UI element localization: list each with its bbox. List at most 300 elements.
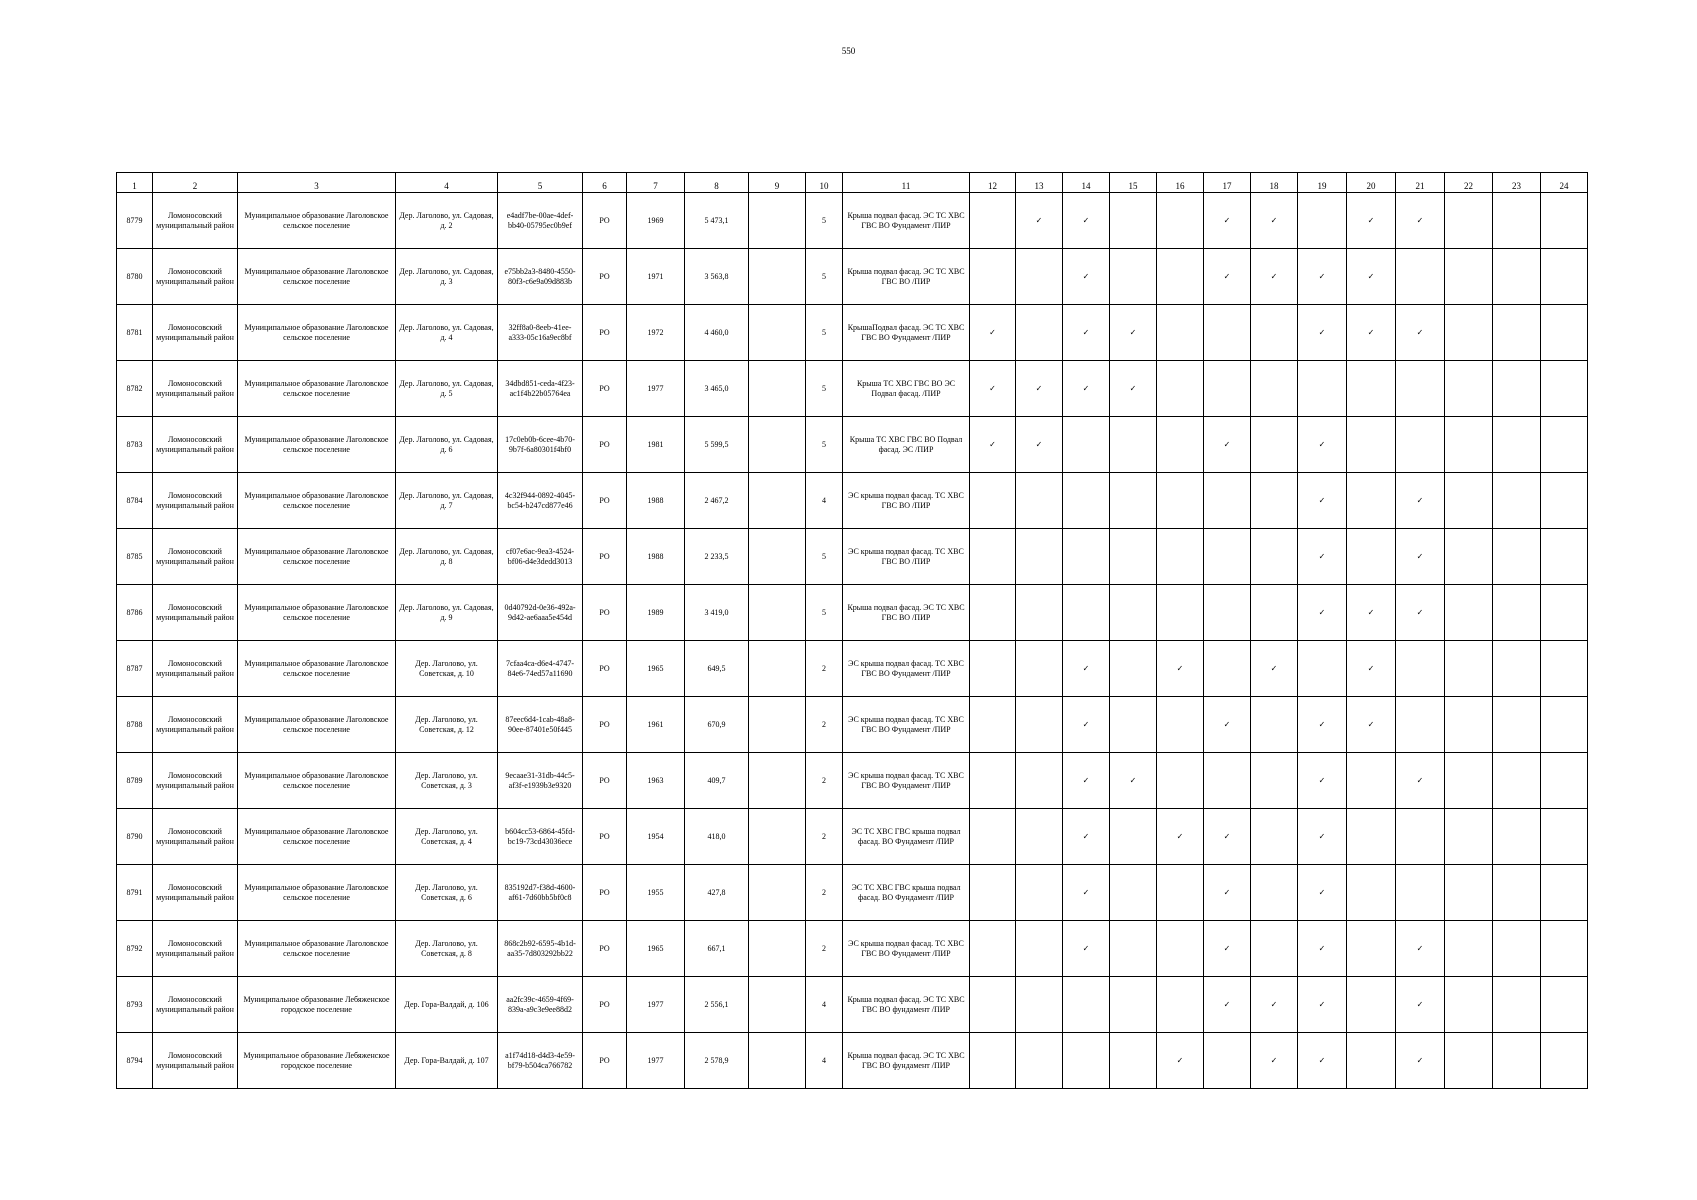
checkmark-icon: ✓ [1082,215,1090,225]
floors-cell: 5 [806,529,843,585]
work-column-12-cell [970,641,1016,697]
house-guid-cell: a1f74d18-d4d3-4e59-bf79-b504ca766782 [498,1033,583,1089]
work-column-22-cell [1445,697,1493,753]
work-column-19-cell [1298,977,1347,1033]
works-list-cell: ЭС крыша подвал фасад. ТС ХВС ГВС ВО /ПИР [843,529,970,585]
work-column-14-cell [1063,809,1110,865]
checkmark-icon: ✓ [1223,831,1231,841]
house-guid-cell: 32ff8a0-8eeb-41ee-a333-05c16a9ec8bf [498,305,583,361]
work-column-16-cell [1157,753,1204,809]
district-cell: Ломоносовский муниципальный район [153,697,238,753]
checkmark-icon: ✓ [1082,663,1090,673]
work-column-17-cell [1204,305,1251,361]
district-cell: Ломоносовский муниципальный район [153,249,238,305]
work-column-12-cell [970,753,1016,809]
checkmark-icon: ✓ [1416,999,1424,1009]
works-list-cell: Крыша подвал фасад. ЭС ТС ХВС ГВС ВО /ПИР [843,585,970,641]
checkmark-icon: ✓ [1129,383,1137,393]
work-column-23-cell [1493,697,1541,753]
work-column-12-cell [970,305,1016,361]
municipality-cell: Муниципальное образование Лаголовское сельское поселение [238,865,396,921]
housing-register-table [116,172,1588,1089]
checkmark-icon: ✓ [1318,495,1326,505]
column-9-cell [749,697,806,753]
area-cell: 409,7 [685,753,749,809]
fund-type-cell: РО [583,753,627,809]
area-cell: 4 460,0 [685,305,749,361]
work-column-20-cell [1347,753,1396,809]
area-cell: 3 465,0 [685,361,749,417]
fund-type-cell: РО [583,641,627,697]
fund-type-cell: РО [583,249,627,305]
work-column-24-cell [1541,865,1588,921]
checkmark-icon: ✓ [1318,999,1326,1009]
work-column-13-cell [1016,529,1063,585]
work-column-18-cell [1251,529,1298,585]
work-column-22-cell [1445,193,1493,249]
row-number-cell: 8794 [117,1033,153,1089]
column-number-header: 19 [1298,173,1347,193]
column-number-header: 10 [806,173,843,193]
checkmark-icon: ✓ [1367,663,1375,673]
fund-type-cell: РО [583,417,627,473]
area-cell: 5 599,5 [685,417,749,473]
work-column-14-cell [1063,473,1110,529]
column-number-header: 21 [1396,173,1445,193]
work-column-12-cell [970,865,1016,921]
checkmark-icon: ✓ [1367,215,1375,225]
work-column-14-cell [1063,585,1110,641]
build-year-cell: 1988 [627,473,685,529]
work-column-14-cell [1063,417,1110,473]
work-column-22-cell [1445,921,1493,977]
work-column-20-cell [1347,921,1396,977]
work-column-24-cell [1541,753,1588,809]
checkmark-icon: ✓ [1318,439,1326,449]
municipality-cell: Муниципальное образование Лаголовское сельское поселение [238,473,396,529]
work-column-16-cell [1157,1033,1204,1089]
address-cell: Дер. Лаголово, ул. Садовая, д. 4 [396,305,498,361]
checkmark-icon: ✓ [1176,831,1184,841]
work-column-14-cell [1063,641,1110,697]
house-guid-cell: e75bb2a3-8480-4550-80f3-c6e9a09d883b [498,249,583,305]
work-column-20-cell [1347,641,1396,697]
checkmark-icon: ✓ [1223,943,1231,953]
work-column-22-cell [1445,977,1493,1033]
floors-cell: 4 [806,1033,843,1089]
floors-cell: 5 [806,585,843,641]
address-cell: Дер. Лаголово, ул. Садовая, д. 2 [396,193,498,249]
checkmark-icon: ✓ [1223,999,1231,1009]
checkmark-icon: ✓ [1176,1055,1184,1065]
column-number-header: 18 [1251,173,1298,193]
checkmark-icon: ✓ [1035,215,1043,225]
work-column-22-cell [1445,585,1493,641]
checkmark-icon: ✓ [1035,383,1043,393]
work-column-18-cell [1251,305,1298,361]
checkmark-icon: ✓ [1270,215,1278,225]
work-column-24-cell [1541,1033,1588,1089]
work-column-24-cell [1541,193,1588,249]
checkmark-icon: ✓ [1318,943,1326,953]
floors-cell: 5 [806,305,843,361]
column-9-cell [749,1033,806,1089]
work-column-17-cell [1204,361,1251,417]
table-row [117,977,1588,1033]
floors-cell: 2 [806,865,843,921]
fund-type-cell: РО [583,921,627,977]
work-column-23-cell [1493,585,1541,641]
work-column-20-cell [1347,585,1396,641]
work-column-12-cell [970,249,1016,305]
area-cell: 2 467,2 [685,473,749,529]
floors-cell: 5 [806,249,843,305]
table-row [117,417,1588,473]
address-cell: Дер. Гора-Валдай, д. 106 [396,977,498,1033]
checkmark-icon: ✓ [1270,1055,1278,1065]
table-row [117,865,1588,921]
row-number-cell: 8780 [117,249,153,305]
checkmark-icon: ✓ [1416,327,1424,337]
column-number-header: 2 [153,173,238,193]
work-column-13-cell [1016,361,1063,417]
address-cell: Дер. Лаголово, ул. Садовая, д. 9 [396,585,498,641]
work-column-16-cell [1157,249,1204,305]
checkmark-icon: ✓ [1416,607,1424,617]
checkmark-icon: ✓ [1367,327,1375,337]
work-column-15-cell [1110,753,1157,809]
checkmark-icon: ✓ [1035,439,1043,449]
work-column-19-cell [1298,473,1347,529]
work-column-18-cell [1251,753,1298,809]
work-column-12-cell [970,697,1016,753]
checkmark-icon: ✓ [1082,719,1090,729]
work-column-18-cell [1251,865,1298,921]
works-list-cell: ЭС ТС ХВС ГВС крыша подвал фасад. ВО Фундамент /ПИР [843,865,970,921]
house-guid-cell: 0d40792d-0e36-492a-9d42-ae6aaa5e454d [498,585,583,641]
build-year-cell: 1965 [627,641,685,697]
municipality-cell: Муниципальное образование Лаголовское сельское поселение [238,585,396,641]
work-column-23-cell [1493,249,1541,305]
address-cell: Дер. Лаголово, ул. Советская, д. 4 [396,809,498,865]
house-guid-cell: 7cfaa4ca-d6e4-4747-84e6-74ed57a11690 [498,641,583,697]
table-row [117,753,1588,809]
row-number-cell: 8782 [117,361,153,417]
checkmark-icon: ✓ [1318,1055,1326,1065]
work-column-20-cell [1347,193,1396,249]
works-list-cell: ЭС крыша подвал фасад. ТС ХВС ГВС ВО Фундамент /ПИР [843,753,970,809]
checkmark-icon: ✓ [1223,887,1231,897]
checkmark-icon: ✓ [1223,215,1231,225]
row-number-cell: 8791 [117,865,153,921]
row-number-cell: 8789 [117,753,153,809]
checkmark-icon: ✓ [1318,887,1326,897]
work-column-15-cell [1110,977,1157,1033]
work-column-20-cell [1347,305,1396,361]
work-column-20-cell [1347,977,1396,1033]
district-cell: Ломоносовский муниципальный район [153,193,238,249]
build-year-cell: 1972 [627,305,685,361]
municipality-cell: Муниципальное образование Лаголовское сельское поселение [238,417,396,473]
floors-cell: 5 [806,361,843,417]
row-number-cell: 8787 [117,641,153,697]
house-guid-cell: aa2fc39c-4659-4f69-839a-a9c3e9ee88d2 [498,977,583,1033]
works-list-cell: ЭС крыша подвал фасад. ТС ХВС ГВС ВО Фундамент /ПИР [843,697,970,753]
fund-type-cell: РО [583,193,627,249]
work-column-24-cell [1541,417,1588,473]
column-number-header: 20 [1347,173,1396,193]
work-column-23-cell [1493,921,1541,977]
work-column-14-cell [1063,529,1110,585]
work-column-18-cell [1251,697,1298,753]
checkmark-icon: ✓ [1367,719,1375,729]
work-column-18-cell [1251,193,1298,249]
work-column-16-cell [1157,361,1204,417]
checkmark-icon: ✓ [1416,215,1424,225]
work-column-15-cell [1110,473,1157,529]
work-column-20-cell [1347,473,1396,529]
work-column-12-cell [970,361,1016,417]
municipality-cell: Муниципальное образование Лаголовское сельское поселение [238,809,396,865]
column-9-cell [749,921,806,977]
checkmark-icon: ✓ [1318,775,1326,785]
district-cell: Ломоносовский муниципальный район [153,865,238,921]
column-9-cell [749,473,806,529]
district-cell: Ломоносовский муниципальный район [153,641,238,697]
work-column-19-cell [1298,809,1347,865]
area-cell: 418,0 [685,809,749,865]
area-cell: 2 556,1 [685,977,749,1033]
work-column-24-cell [1541,305,1588,361]
table-row [117,473,1588,529]
column-number-header: 9 [749,173,806,193]
district-cell: Ломоносовский муниципальный район [153,921,238,977]
house-guid-cell: cf07e6ac-9ea3-4524-bf06-d4e3dedd3013 [498,529,583,585]
work-column-22-cell [1445,641,1493,697]
checkmark-icon: ✓ [1318,719,1326,729]
area-cell: 2 578,9 [685,1033,749,1089]
column-9-cell [749,753,806,809]
column-9-cell [749,977,806,1033]
column-number-header: 12 [970,173,1016,193]
works-list-cell: Крыша подвал фасад. ЭС ТС ХВС ГВС ВО фундамент /ПИР [843,1033,970,1089]
municipality-cell: Муниципальное образование Лаголовское сельское поселение [238,921,396,977]
work-column-17-cell [1204,809,1251,865]
works-list-cell: Крыша подвал фасад. ЭС ТС ХВС ГВС ВО /ПИР [843,249,970,305]
work-column-12-cell [970,529,1016,585]
checkmark-icon: ✓ [1270,663,1278,673]
area-cell: 5 473,1 [685,193,749,249]
district-cell: Ломоносовский муниципальный район [153,977,238,1033]
work-column-16-cell [1157,921,1204,977]
municipality-cell: Муниципальное образование Лаголовское сельское поселение [238,193,396,249]
checkmark-icon: ✓ [1082,943,1090,953]
work-column-21-cell [1396,473,1445,529]
work-column-18-cell [1251,641,1298,697]
checkmark-icon: ✓ [1223,271,1231,281]
work-column-13-cell [1016,585,1063,641]
district-cell: Ломоносовский муниципальный район [153,809,238,865]
work-column-23-cell [1493,977,1541,1033]
house-guid-cell: e4adf7be-00ae-4def-bb40-05795ec0b9ef [498,193,583,249]
column-number-header: 6 [583,173,627,193]
checkmark-icon: ✓ [989,383,996,393]
work-column-23-cell [1493,1033,1541,1089]
work-column-21-cell [1396,305,1445,361]
work-column-15-cell [1110,585,1157,641]
checkmark-icon: ✓ [1416,775,1424,785]
work-column-15-cell [1110,529,1157,585]
work-column-13-cell [1016,417,1063,473]
fund-type-cell: РО [583,977,627,1033]
checkmark-icon: ✓ [1082,327,1090,337]
house-guid-cell: 835192d7-f38d-4600-af61-7d60bb5bf0c8 [498,865,583,921]
floors-cell: 2 [806,697,843,753]
work-column-12-cell [970,417,1016,473]
work-column-22-cell [1445,529,1493,585]
work-column-15-cell [1110,809,1157,865]
district-cell: Ломоносовский муниципальный район [153,1033,238,1089]
build-year-cell: 1977 [627,1033,685,1089]
floors-cell: 4 [806,473,843,529]
work-column-18-cell [1251,417,1298,473]
work-column-12-cell [970,585,1016,641]
work-column-21-cell [1396,585,1445,641]
table-row [117,585,1588,641]
address-cell: Дер. Лаголово, ул. Садовая, д. 3 [396,249,498,305]
work-column-17-cell [1204,585,1251,641]
address-cell: Дер. Лаголово, ул. Садовая, д. 6 [396,417,498,473]
fund-type-cell: РО [583,1033,627,1089]
column-9-cell [749,641,806,697]
work-column-15-cell [1110,921,1157,977]
work-column-14-cell [1063,1033,1110,1089]
row-number-cell: 8783 [117,417,153,473]
checkmark-icon: ✓ [1416,1055,1424,1065]
build-year-cell: 1954 [627,809,685,865]
house-guid-cell: 87eec6d4-1cab-48a8-90ee-87401e50f445 [498,697,583,753]
work-column-20-cell [1347,361,1396,417]
work-column-24-cell [1541,977,1588,1033]
row-number-cell: 8785 [117,529,153,585]
work-column-17-cell [1204,473,1251,529]
house-guid-cell: 868c2b92-6595-4b1d-aa35-7d803292bb22 [498,921,583,977]
work-column-18-cell [1251,809,1298,865]
row-number-cell: 8786 [117,585,153,641]
work-column-19-cell [1298,865,1347,921]
work-column-19-cell [1298,585,1347,641]
work-column-23-cell [1493,305,1541,361]
work-column-13-cell [1016,305,1063,361]
fund-type-cell: РО [583,361,627,417]
address-cell: Дер. Лаголово, ул. Советская, д. 12 [396,697,498,753]
floors-cell: 2 [806,641,843,697]
work-column-17-cell [1204,865,1251,921]
column-number-header: 16 [1157,173,1204,193]
table-row [117,193,1588,249]
column-number-header: 23 [1493,173,1541,193]
table-row [117,809,1588,865]
checkmark-icon: ✓ [1318,831,1326,841]
work-column-16-cell [1157,641,1204,697]
district-cell: Ломоносовский муниципальный район [153,417,238,473]
work-column-16-cell [1157,529,1204,585]
fund-type-cell: РО [583,585,627,641]
work-column-19-cell [1298,1033,1347,1089]
column-9-cell [749,417,806,473]
checkmark-icon: ✓ [1082,383,1090,393]
build-year-cell: 1989 [627,585,685,641]
municipality-cell: Муниципальное образование Лаголовское сельское поселение [238,361,396,417]
table-row [117,1033,1588,1089]
municipality-cell: Муниципальное образование Лебяженское городское поселение [238,977,396,1033]
address-cell: Дер. Гора-Валдай, д. 107 [396,1033,498,1089]
work-column-16-cell [1157,305,1204,361]
checkmark-icon: ✓ [1318,271,1326,281]
municipality-cell: Муниципальное образование Лаголовское сельское поселение [238,249,396,305]
work-column-19-cell [1298,305,1347,361]
work-column-15-cell [1110,1033,1157,1089]
build-year-cell: 1981 [627,417,685,473]
fund-type-cell: РО [583,865,627,921]
work-column-18-cell [1251,473,1298,529]
work-column-12-cell [970,921,1016,977]
municipality-cell: Муниципальное образование Лаголовское сельское поселение [238,529,396,585]
fund-type-cell: РО [583,305,627,361]
work-column-21-cell [1396,361,1445,417]
district-cell: Ломоносовский муниципальный район [153,585,238,641]
address-cell: Дер. Лаголово, ул. Садовая, д. 8 [396,529,498,585]
work-column-16-cell [1157,977,1204,1033]
row-number-cell: 8793 [117,977,153,1033]
work-column-22-cell [1445,417,1493,473]
work-column-20-cell [1347,249,1396,305]
work-column-16-cell [1157,585,1204,641]
checkmark-icon: ✓ [1223,439,1231,449]
works-list-cell: КрышаПодвал фасад. ЭС ТС ХВС ГВС ВО Фундамент /ПИР [843,305,970,361]
district-cell: Ломоносовский муниципальный район [153,529,238,585]
work-column-13-cell [1016,193,1063,249]
checkmark-icon: ✓ [1129,327,1137,337]
checkmark-icon: ✓ [1082,831,1090,841]
work-column-21-cell [1396,809,1445,865]
column-number-header: 13 [1016,173,1063,193]
work-column-16-cell [1157,697,1204,753]
work-column-12-cell [970,977,1016,1033]
work-column-22-cell [1445,305,1493,361]
work-column-22-cell [1445,249,1493,305]
work-column-23-cell [1493,417,1541,473]
works-list-cell: ЭС крыша подвал фасад. ТС ХВС ГВС ВО /ПИР [843,473,970,529]
column-number-header: 8 [685,173,749,193]
checkmark-icon: ✓ [1318,607,1326,617]
work-column-19-cell [1298,641,1347,697]
work-column-23-cell [1493,641,1541,697]
work-column-15-cell [1110,697,1157,753]
work-column-14-cell [1063,753,1110,809]
floors-cell: 4 [806,977,843,1033]
table-row [117,697,1588,753]
checkmark-icon: ✓ [1416,943,1424,953]
work-column-14-cell [1063,697,1110,753]
checkmark-icon: ✓ [1367,271,1375,281]
work-column-15-cell [1110,249,1157,305]
checkmark-icon: ✓ [1367,607,1375,617]
column-number-header: 24 [1541,173,1588,193]
work-column-21-cell [1396,529,1445,585]
work-column-19-cell [1298,361,1347,417]
address-cell: Дер. Лаголово, ул. Советская, д. 6 [396,865,498,921]
